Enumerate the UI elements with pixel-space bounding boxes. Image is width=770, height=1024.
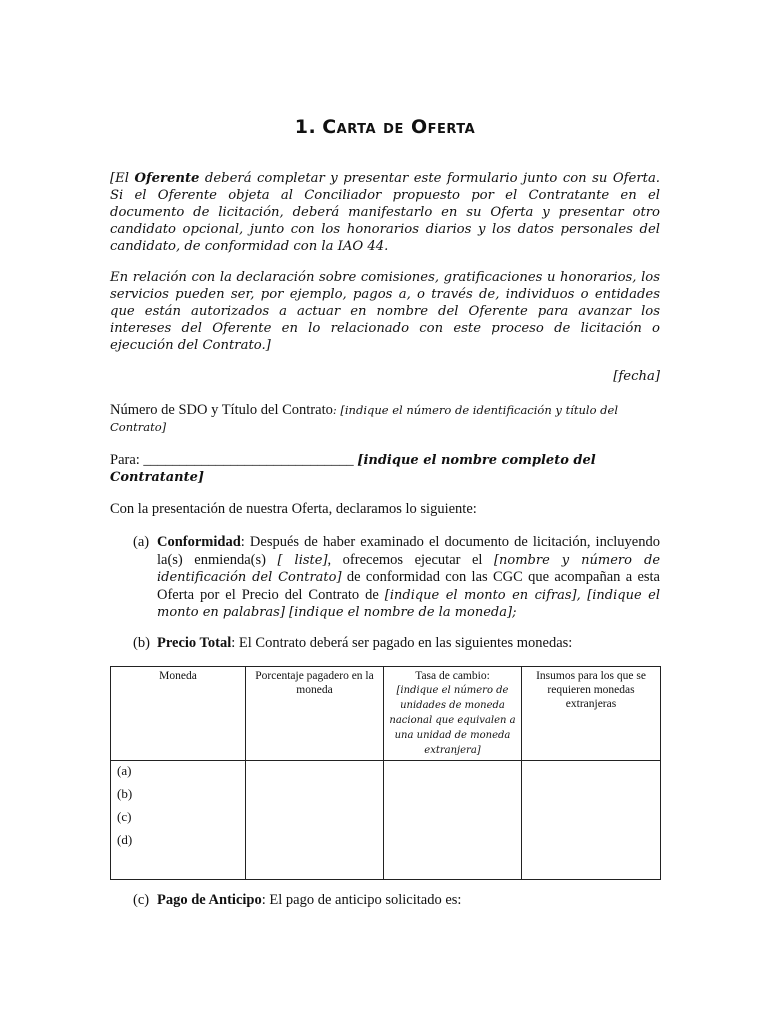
title-number: 1. [294,116,317,138]
item-title: Pago de Anticipo [157,892,262,908]
item-marker: (c) [133,892,150,908]
oferente-term: Oferente [134,171,200,186]
header-tasa-instruction: [indique el número de unidades de moneda nacional que equivalen a una unidad de moneda extranjera] [389,685,516,756]
item-marker: (a) [133,534,150,550]
item-title: Precio Total [157,635,232,651]
item-pago-anticipo: (c) Pago de Anticipo: El pago de anticipo solicitado es: [133,892,462,908]
header-tasa: Tasa de cambio: [indique el número de unidades de moneda nacional que equivalen a una unidad de moneda extranjera] [384,667,522,761]
item-precio-total: (b) Precio Total: El Contrato deberá ser pagado en las siguientes monedas: [133,635,573,651]
sdo-instruction: : [indique el número de identificación y título del Contrato] [110,403,618,434]
recipient-line [110,452,660,486]
instruction-paragraph-2: En relación con la declaración sobre comisiones, gratificaciones u honorarios, los servicios pueden ser, por ejemplo, pagos a, o través de, individuos o entidades que están autorizados a actuar en nombre del Oferente para avanzar los intereses del Oferente en lo relacionado con este proceso de licitación o ejecución del Contrato.] [110,270,660,353]
moneda-cell [111,761,246,880]
tasa-cell [384,761,522,880]
title-text: Carta de Oferta [322,116,476,138]
insumos-cell [522,761,661,880]
table-header-row [111,667,661,761]
declaration-intro: Con la presentación de nuestra Oferta, declaramos lo siguiente: [110,501,477,517]
row-label: (b) [117,786,133,801]
instruction-paragraph-1: [El Oferente deberá completar y presentar este formulario junto con su Oferta. Si el Oferente objeta al Conciliador propuesto por el Contratante en el documento de licitación, deberá manifestarlo en su Oferta y presentar otro candidato opcional, junto con los honorarios diarios y los datos personales del candidato, de conformidad con la IAO 44. [110,171,660,254]
item-conformidad: (a) Conformidad: Después de haber examinado el documento de licitación, incluyendo la(s) enmienda(s) [ liste], ofrecemos ejecutar el [nombre y número de identificación del Contrato] de conformidad con las CGC que acompañan a esta Oferta por el Precio del Contrato de [indique el monto en cifras], [indique el monto en palabras] [indique el nombre de la moneda]; [133,534,661,620]
header-porcentaje: Porcentaje pagadero en la moneda [246,667,384,761]
sdo-label: Número de SDO y Título del Contrato [110,402,333,418]
row-label: (c) [117,809,132,824]
date-placeholder: [fecha] [613,369,660,384]
row-label: (d) [117,832,133,847]
page-title [0,116,770,138]
recipient-label: Para: _____________________________ [110,452,358,468]
currency-table [110,666,661,880]
table-row [111,761,661,880]
item-marker: (b) [133,635,150,651]
item-title: Conformidad [157,534,241,550]
header-moneda: Moneda [111,667,246,761]
porcentaje-cell [246,761,384,880]
sdo-line [110,402,660,436]
row-label: (a) [117,763,132,778]
recipient-instruction: [indique el nombre completo del Contratante] [110,453,596,485]
header-insumos: Insumos para los que se requieren monedas extranjeras [522,667,661,761]
